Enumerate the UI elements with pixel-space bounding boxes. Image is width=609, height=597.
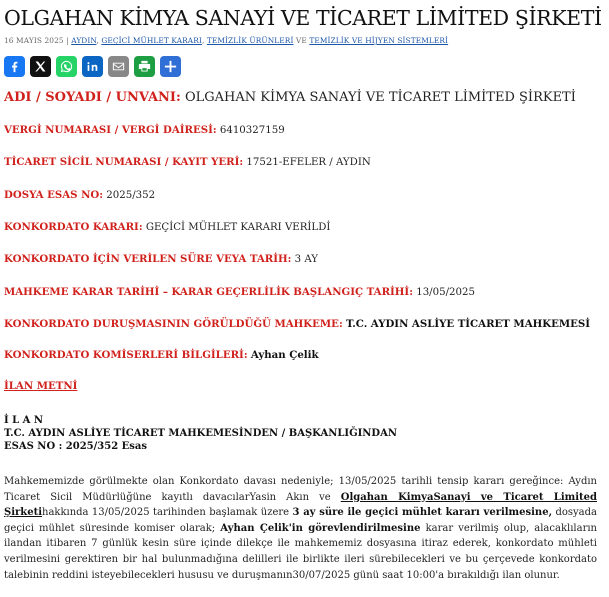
category-link-temizlik-hijyen[interactable]: TEMİZLİK VE HİJYEN SİSTEMLERİ	[309, 36, 449, 45]
generic-share-button[interactable]	[160, 56, 181, 77]
category-link-temizlik-urunleri[interactable]: TEMİZLİK ÜRÜNLERİ	[206, 36, 294, 45]
meta-conjunction: VE	[295, 36, 307, 45]
field-date-value: 13/05/2025	[416, 287, 475, 298]
x-share-button[interactable]	[30, 56, 51, 77]
field-duration-label: KONKORDATO İÇİN VERİLEN SÜRE VEYA TARİH:	[4, 253, 292, 265]
body-company-name: Olgahan KimyaSanayi ve Ticaret Limited Şirketi	[4, 491, 597, 519]
field-commissioner-label: KONKORDATO KOMİSERLERİ BİLGİLERİ:	[4, 349, 248, 361]
field-trade-registry	[4, 156, 371, 168]
facebook-icon	[7, 59, 22, 74]
field-duration	[4, 253, 318, 265]
ilan-court: T.C. AYDIN ASLİYE TİCARET MAHKEMESİNDEN / BAŞKANLIĞINDAN	[4, 428, 398, 439]
field-decision-date	[4, 286, 475, 298]
post-date: 16 MAYIS 2025	[4, 36, 64, 45]
field-tax-label: VERGİ NUMARASI / VERGİ DAİRESİ:	[4, 124, 217, 136]
ilan-header	[4, 414, 397, 453]
field-name-label: ADI / SOYADI / UNVANI:	[4, 90, 181, 105]
body-part-4: karar verilmiş olup, alacaklıların ilandan itibaren 7 günlük kesin süre içinde dilekçe ile mahkememiz dosyasına itiraz ederek, konkordato mühleti verilmesini gerektiren bir hal bulunmadığına delilleri ile birlikte ileri sürebilecekleri ve bu çerçevede konkordato talebinin reddini isteyebilecekleri hususu ve duruşmanın30/07/2025 günü saat 10:00'a bırakıldığı ilan olunur.	[4, 522, 597, 581]
field-decision-label: KONKORDATO KARARI:	[4, 221, 143, 233]
meta-separator: |	[66, 36, 69, 45]
plus-share-icon	[163, 59, 178, 74]
field-duration-value: 3 AY	[294, 254, 319, 265]
field-commissioner-value: Ayhan Çelik	[250, 349, 319, 361]
email-share-button[interactable]	[108, 56, 129, 77]
ilan-esas: ESAS NO : 2025/352 Esas	[4, 441, 148, 452]
ilan-heading: İ L A N	[4, 415, 44, 426]
body-bold-commissioner: Ayhan Çelik'in görevlendirilmesine	[220, 522, 421, 534]
whatsapp-share-button[interactable]	[56, 56, 77, 77]
whatsapp-icon	[59, 59, 74, 74]
field-trade-value: 17521-EFELER / AYDIN	[246, 157, 371, 168]
x-icon	[33, 59, 48, 74]
field-file-label: DOSYA ESAS NO:	[4, 189, 104, 201]
field-trade-label: TİCARET SİCİL NUMARASI / KAYIT YERİ:	[4, 156, 244, 168]
category-link-aydin[interactable]: AYDIN	[71, 36, 97, 45]
field-decision	[4, 221, 330, 233]
field-decision-value: GEÇİCİ MÜHLET KARARI VERİLDİ	[145, 222, 331, 233]
field-tax	[4, 124, 285, 136]
field-court	[4, 318, 590, 330]
share-bar	[4, 56, 181, 77]
print-share-button[interactable]	[134, 56, 155, 77]
body-part-3: dosyada geçici mühlet süresinde komiser olarak;	[4, 507, 597, 534]
field-court-value: T.C. AYDIN ASLİYE TİCARET MAHKEMESİ	[345, 318, 591, 330]
body-bold-mühlet: 3 ay süre ile geçici mühlet kararı verilmesine,	[292, 507, 553, 519]
ilan-metni-link[interactable]: İLAN METNİ	[4, 380, 78, 392]
category-link-gecici-muhlet[interactable]: GEÇİCİ MÜHLET KARARI	[101, 36, 202, 45]
page-title: OLGAHAN KİMYA SANAYİ VE TİCARET LİMİTED ŞİRKETİ	[4, 6, 602, 30]
linkedin-icon	[85, 59, 100, 74]
ilan-body	[4, 474, 597, 583]
field-court-label: KONKORDATO DURUŞMASININ GÖRÜLDÜĞÜ MAHKEME:	[4, 318, 343, 330]
field-file-no	[4, 189, 155, 201]
field-date-label: MAHKEME KARAR TARİHİ – KARAR GEÇERLİLİK BAŞLANGIÇ TARİHİ:	[4, 286, 413, 298]
field-name-value: OLGAHAN KİMYA SANAYİ VE TİCARET LİMİTED ŞİRKETİ	[184, 90, 576, 105]
linkedin-share-button[interactable]	[82, 56, 103, 77]
print-icon	[137, 59, 152, 74]
field-tax-value: 6410327159	[219, 125, 285, 136]
facebook-share-button[interactable]	[4, 56, 25, 77]
field-name	[4, 90, 576, 105]
post-meta: 16 MAYIS 2025 | AYDIN, GEÇİCİ MÜHLET KARARI, TEMİZLİK ÜRÜNLERİ VE TEMİZLİK VE HİJYEN SİSTEMLERİ	[4, 36, 449, 45]
field-file-value: 2025/352	[106, 190, 156, 201]
body-part-1: Mahkememizde görülmekte olan Konkordato davası nedeniyle; 13/05/2025 tarihli tensip kararı gereğince: Aydın Ticaret Sicil Müdürlüğüne kayıtlı davacılarYasin Akın ve	[4, 476, 597, 503]
body-part-2: hakkında 13/05/2025 tarihinden başlamak üzere	[42, 507, 293, 519]
email-icon	[111, 59, 126, 74]
field-commissioner	[4, 349, 319, 361]
